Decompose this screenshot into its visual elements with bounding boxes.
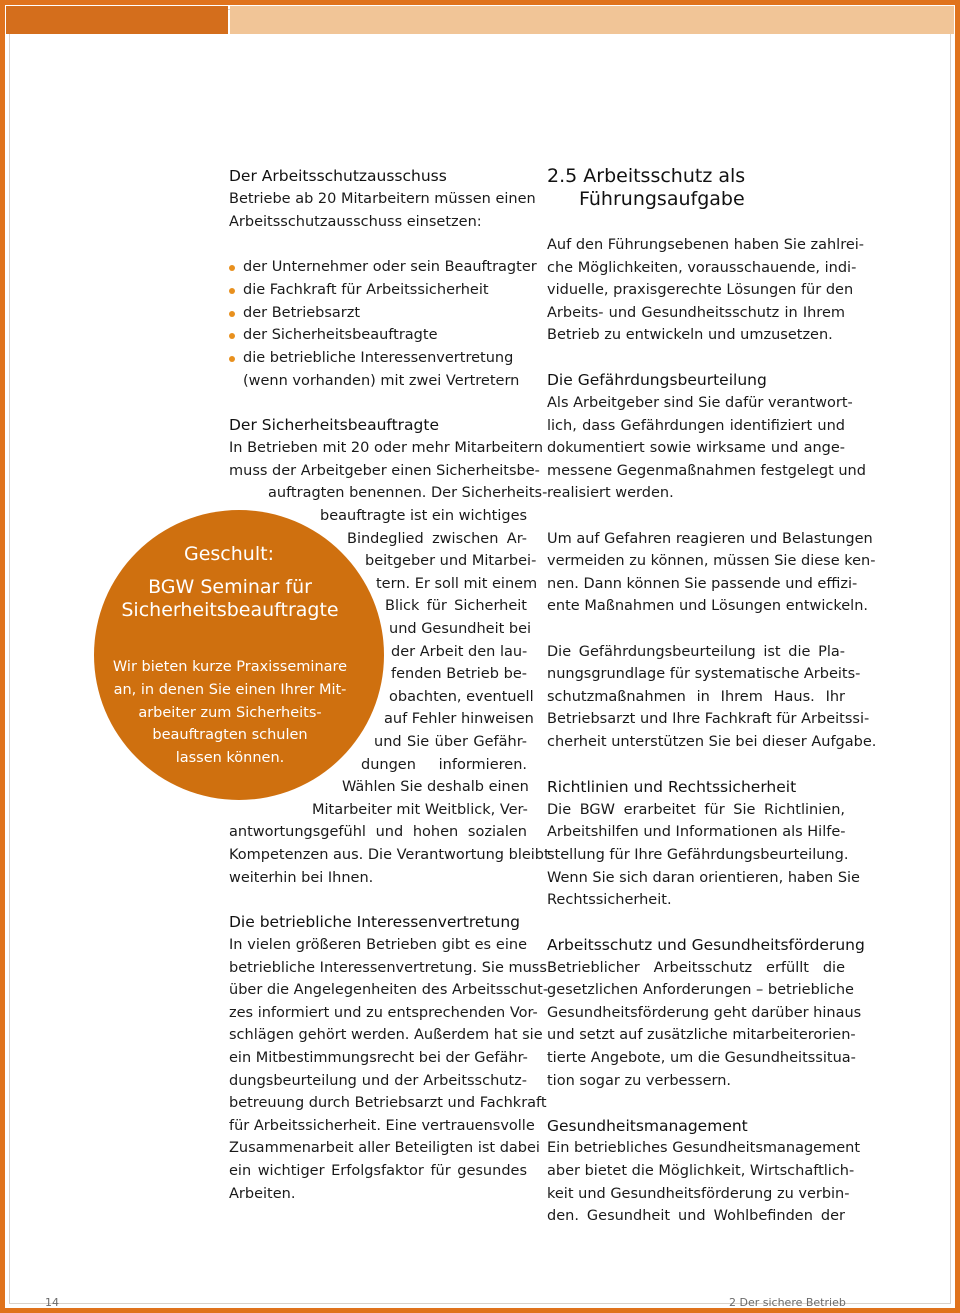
list-item-continuation: (wenn vorhanden) mit zwei Vertretern: [243, 373, 520, 389]
text-line: fenden Betrieb be-: [391, 666, 527, 682]
text-line: dungsbeurteilung und der Arbeitsschutz-: [229, 1073, 527, 1089]
text-line: Blick für Sicherheit: [385, 598, 527, 614]
text-line: Betriebsarzt und Ihre Fachkraft für Arbeitssi-: [547, 711, 870, 727]
text-line: Arbeiten.: [229, 1186, 296, 1202]
text-line: Auf den Führungsebenen haben Sie zahlrei-: [547, 237, 865, 253]
list-item: der Unternehmer oder sein Beauftragter: [243, 259, 537, 275]
text-line: nen. Dann können Sie passende und effizi-: [547, 576, 858, 592]
text-line: nungsgrundlage für systematische Arbeits-: [547, 666, 861, 682]
text-line: für Arbeitssicherheit. Eine vertrauensvolle: [229, 1118, 535, 1134]
header-band-dark: [6, 6, 228, 34]
text-line: zes informiert und zu entsprechenden Vor-: [229, 1005, 538, 1021]
text-line: Die BGW erarbeitet für Sie Richtlinien,: [547, 802, 845, 818]
text-line: schutzmaßnahmen in Ihrem Haus. Ihr: [547, 689, 845, 705]
bullet-icon: [229, 333, 235, 339]
list-item: der Sicherheitsbeauftragte: [243, 327, 438, 343]
text-line: dungen informieren.: [361, 757, 527, 773]
text-line: Wenn Sie sich daran orientieren, haben Sie: [547, 870, 860, 886]
text-line: und Sie über Gefähr-: [374, 734, 527, 750]
text-line: Arbeits- und Gesundheitsschutz in Ihrem: [547, 305, 845, 321]
list-item: der Betriebsarzt: [243, 305, 361, 321]
text-line: Als Arbeitgeber sind Sie dafür verantwort-: [547, 395, 853, 411]
text-line: Die Gefährdungsbeurteilung ist die Pla-: [547, 644, 845, 660]
text-line: In Betrieben mit 20 oder mehr Mitarbeitern: [229, 440, 544, 456]
callout-body-line: beauftragten schulen: [152, 727, 308, 743]
text-line: Bindeglied zwischen Ar-: [347, 531, 527, 547]
text-line: schlägen gehört werden. Außerdem hat sie: [229, 1027, 543, 1043]
text-line: Ein betriebliches Gesundheitsmanagement: [547, 1140, 861, 1156]
heading-interessenvertretung: Die betriebliche Interessenvertretung: [229, 913, 521, 931]
text-line: messene Gegenmaßnahmen festgelegt und: [547, 463, 866, 479]
text-line: tion sogar zu verbessern.: [547, 1073, 732, 1089]
text-line: keit und Gesundheitsförderung zu verbin-: [547, 1186, 850, 1202]
callout-body-line: lassen können.: [175, 750, 285, 766]
text-line: tern. Er soll mit einem: [376, 576, 538, 592]
bullet-icon: [229, 356, 235, 362]
callout-title-line: BGW Seminar für: [148, 576, 312, 598]
text-line: Betrieblicher Arbeitsschutz erfüllt die: [547, 960, 845, 976]
text-line: ente Maßnahmen und Lösungen entwickeln.: [547, 598, 868, 614]
section-title-line: Führungsaufgabe: [579, 188, 745, 210]
text-line: Gesundheitsförderung geht darüber hinaus: [547, 1005, 862, 1021]
bullet-icon: [229, 288, 235, 294]
text-line: vermeiden zu können, müssen Sie diese ken-: [547, 553, 876, 569]
text-line: Betrieb zu entwickeln und umzusetzen.: [547, 327, 833, 343]
text-line: Zusammenarbeit aller Beteiligten ist dabei: [229, 1140, 540, 1156]
text-line: und setzt auf zusätzliche mitarbeiterorien-: [547, 1027, 856, 1043]
text-line: obachten, eventuell: [389, 689, 534, 705]
callout-label: Geschult:: [184, 543, 274, 565]
text-line: aber bietet die Möglichkeit, Wirtschaftlich-: [547, 1163, 855, 1179]
text-line: und Gesundheit bei: [389, 621, 532, 637]
heading-foerderung: Arbeitsschutz und Gesundheitsförderung: [547, 936, 865, 954]
text-line: In vielen größeren Betrieben gibt es eine: [229, 937, 527, 953]
text-line: dokumentiert sowie wirksame und ange-: [547, 440, 845, 456]
text-line: realisiert werden.: [547, 485, 674, 501]
text-line: antwortungsgefühl und hohen sozialen: [229, 824, 527, 840]
text-line: Kompetenzen aus. Die Verantwortung bleibt: [229, 847, 550, 863]
list-item: die betriebliche Interessenvertretung: [243, 350, 514, 366]
text-line: viduelle, praxisgerechte Lösungen für den: [547, 282, 854, 298]
text-line: betriebliche Interessenvertretung. Sie muss: [229, 960, 547, 976]
text-line: den. Gesundheit und Wohlbefinden der: [547, 1208, 845, 1224]
text-line: Wählen Sie deshalb einen: [342, 779, 529, 795]
callout-body-line: an, in denen Sie einen Ihrer Mit-: [113, 682, 347, 698]
text-line: über die Angelegenheiten des Arbeitsschut-: [229, 982, 549, 998]
text-line: weiterhin bei Ihnen.: [229, 870, 374, 886]
text-line: auftragten benennen. Der Sicherheits-: [268, 485, 548, 501]
text-line: beauftragte ist ein wichtiges: [320, 508, 528, 524]
header-band-light: [230, 6, 954, 34]
callout-body-line: arbeiter zum Sicherheits-: [138, 705, 322, 721]
text-line: der Arbeit den lau-: [391, 644, 528, 660]
heading-richtlinien: Richtlinien und Rechtssicherheit: [547, 778, 797, 796]
text-line: Arbeitshilfen und Informationen als Hilfe-: [547, 824, 846, 840]
text-line: Betriebe ab 20 Mitarbeitern müssen einen: [229, 191, 536, 207]
text-line: beitgeber und Mitarbei-: [365, 553, 537, 569]
text-line: tierte Angebote, um die Gesundheitssitua-: [547, 1050, 856, 1066]
text-line: lich, dass Gefährdungen identifiziert und: [547, 418, 845, 434]
text-line: Mitarbeiter mit Weitblick, Ver-: [312, 802, 528, 818]
text-line: gesetzlichen Anforderungen – betriebliche: [547, 982, 854, 998]
page-number: 14: [45, 1296, 59, 1309]
text-line: Arbeitsschutzausschuss einsetzen:: [229, 214, 482, 230]
chapter-label: 2 Der sichere Betrieb: [729, 1296, 846, 1309]
text-line: Um auf Gefahren reagieren und Belastungen: [547, 531, 873, 547]
heading-gefaehrdung: Die Gefährdungsbeurteilung: [547, 371, 767, 389]
text-line: cherheit unterstützen Sie bei dieser Aufgabe.: [547, 734, 877, 750]
text-line: che Möglichkeiten, vorausschauende, indi-: [547, 260, 857, 276]
text-line: Rechtssicherheit.: [547, 892, 672, 908]
heading-ausschuss: Der Arbeitsschutzausschuss: [229, 167, 447, 185]
heading-management: Gesundheitsmanagement: [547, 1117, 748, 1135]
text-line: auf Fehler hinweisen: [384, 711, 534, 727]
text-line: betreuung durch Betriebsarzt und Fachkraft: [229, 1095, 547, 1111]
text-line: ein Mitbestimmungsrecht bei der Gefähr-: [229, 1050, 528, 1066]
list-item: die Fachkraft für Arbeitssicherheit: [243, 282, 489, 298]
bullet-icon: [229, 265, 235, 271]
text-line: ein wichtiger Erfolgsfaktor für gesundes: [229, 1163, 527, 1179]
section-title-line: 2.5 Arbeitsschutz als: [547, 165, 746, 187]
callout-title-line: Sicherheitsbeauftragte: [121, 599, 339, 621]
text-line: muss der Arbeitgeber einen Sicherheitsbe-: [229, 463, 540, 479]
text-line: stellung für Ihre Gefährdungsbeurteilung.: [547, 847, 849, 863]
bullet-icon: [229, 311, 235, 317]
callout-body-line: Wir bieten kurze Praxisseminare: [112, 659, 348, 675]
heading-sicherheitsbeauftragte: Der Sicherheitsbeauftragte: [229, 416, 439, 434]
